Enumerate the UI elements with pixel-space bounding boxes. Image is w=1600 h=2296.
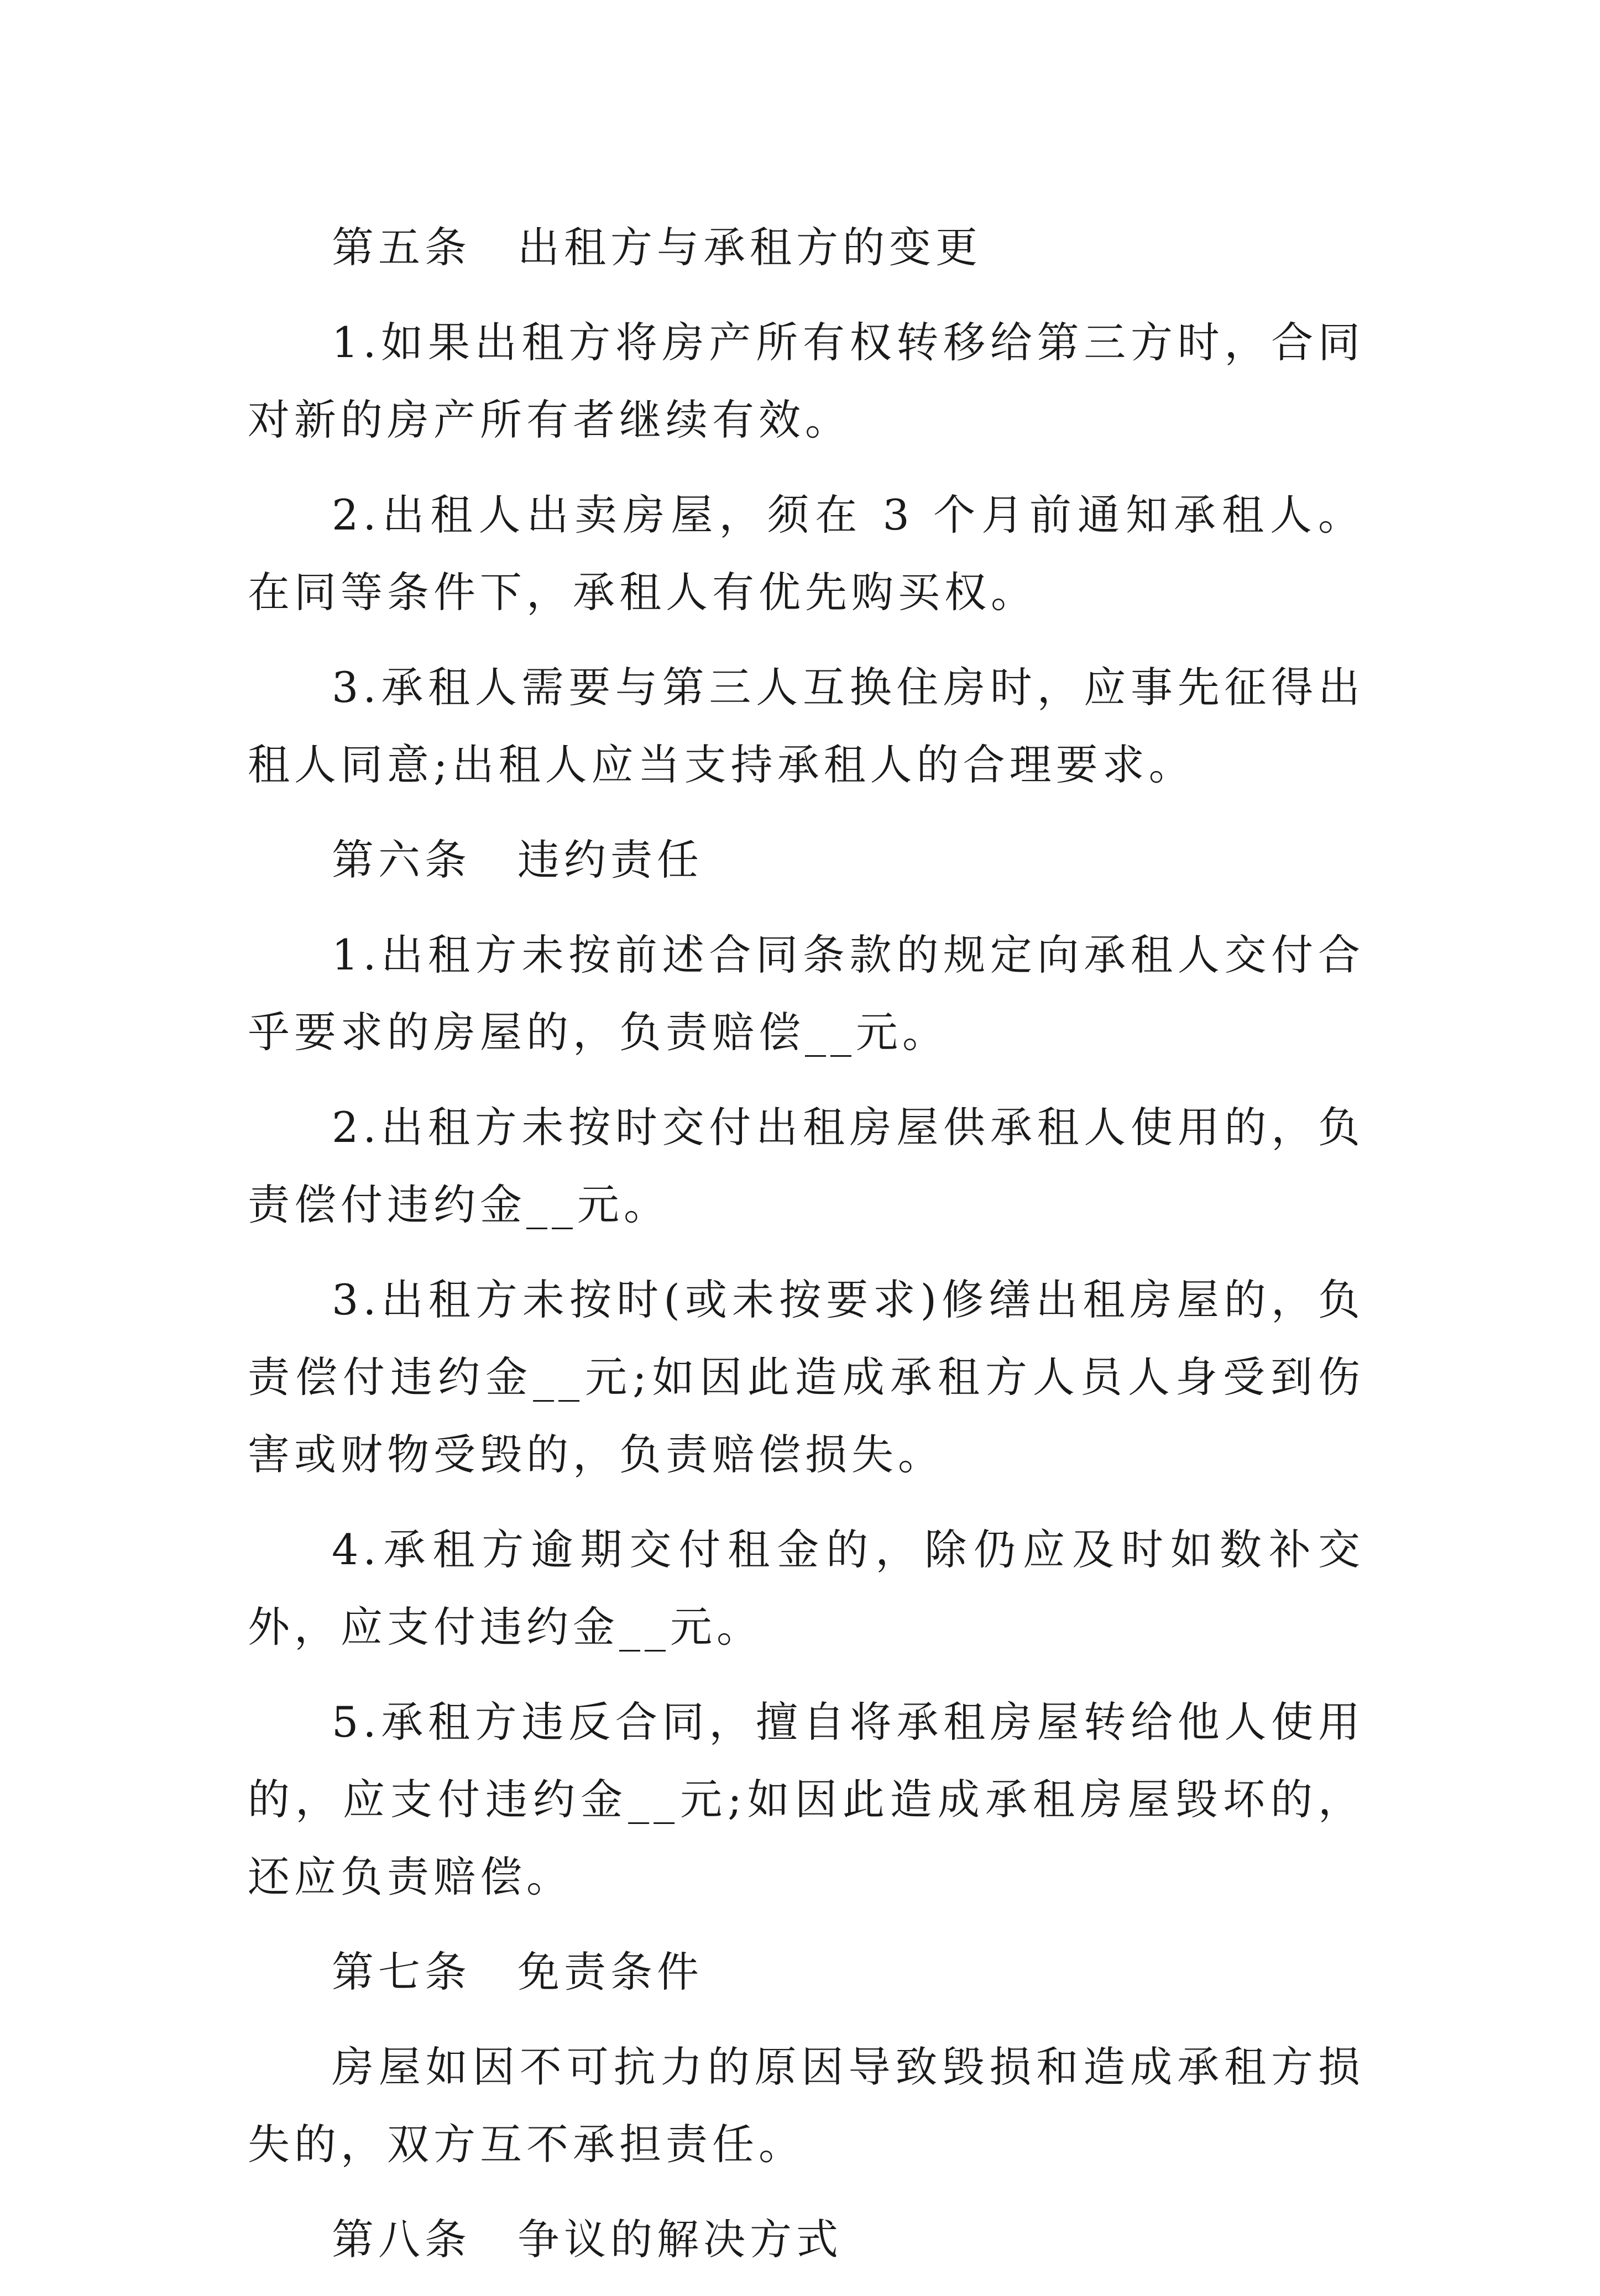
article-7-heading: 第七条 免责条件 — [332, 1947, 703, 1996]
article-6-heading: 第六条 违约责任 — [332, 835, 703, 884]
article-6-clause-4: 4.承租方逾期交付租金的，除仍应及时如数补交外，应支付违约金__元。 — [248, 1525, 1364, 1652]
article-7-paragraph: 房屋如因不可抗力的原因导致毁损和造成承租方损失的，双方互不承担责任。 — [248, 2042, 1364, 2169]
article-6-clause-2: 2.出租方未按时交付出租房屋供承租人使用的，负责偿付违约金__元。 — [248, 1103, 1364, 1229]
article-6-clause-5: 5.承租方违反合同，擅自将承租房屋转给他人使用的，应支付违约金__元;如因此造成承租房屋毁坏的，还应负责赔偿。 — [248, 1697, 1364, 1901]
article-6-clause-3: 3.出租方未按时(或未按要求)修缮出租房屋的，负责偿付违约金__元;如因此造成承租方人员人身受到伤害或财物受毁的，负责赔偿损失。 — [248, 1275, 1364, 1479]
article-8-heading: 第八条 争议的解决方式 — [332, 2215, 843, 2264]
document-body — [248, 209, 1364, 2296]
article-5-clause-2: 2.出租人出卖房屋，须在 3 个月前通知承租人。在同等条件下，承租人有优先购买权。 — [248, 490, 1364, 617]
article-5-clause-3: 3.承租人需要与第三人互换住房时，应事先征得出租人同意;出租人应当支持承租人的合理要求。 — [248, 663, 1364, 789]
article-5-clause-1: 1.如果出租方将房产所有权转移给第三方时，合同对新的房产所有者继续有效。 — [248, 318, 1364, 444]
article-6-clause-1: 1.出租方未按前述合同条款的规定向承租人交付合乎要求的房屋的，负责赔偿__元。 — [248, 930, 1364, 1057]
article-5-heading: 第五条 出租方与承租方的变更 — [332, 223, 982, 272]
